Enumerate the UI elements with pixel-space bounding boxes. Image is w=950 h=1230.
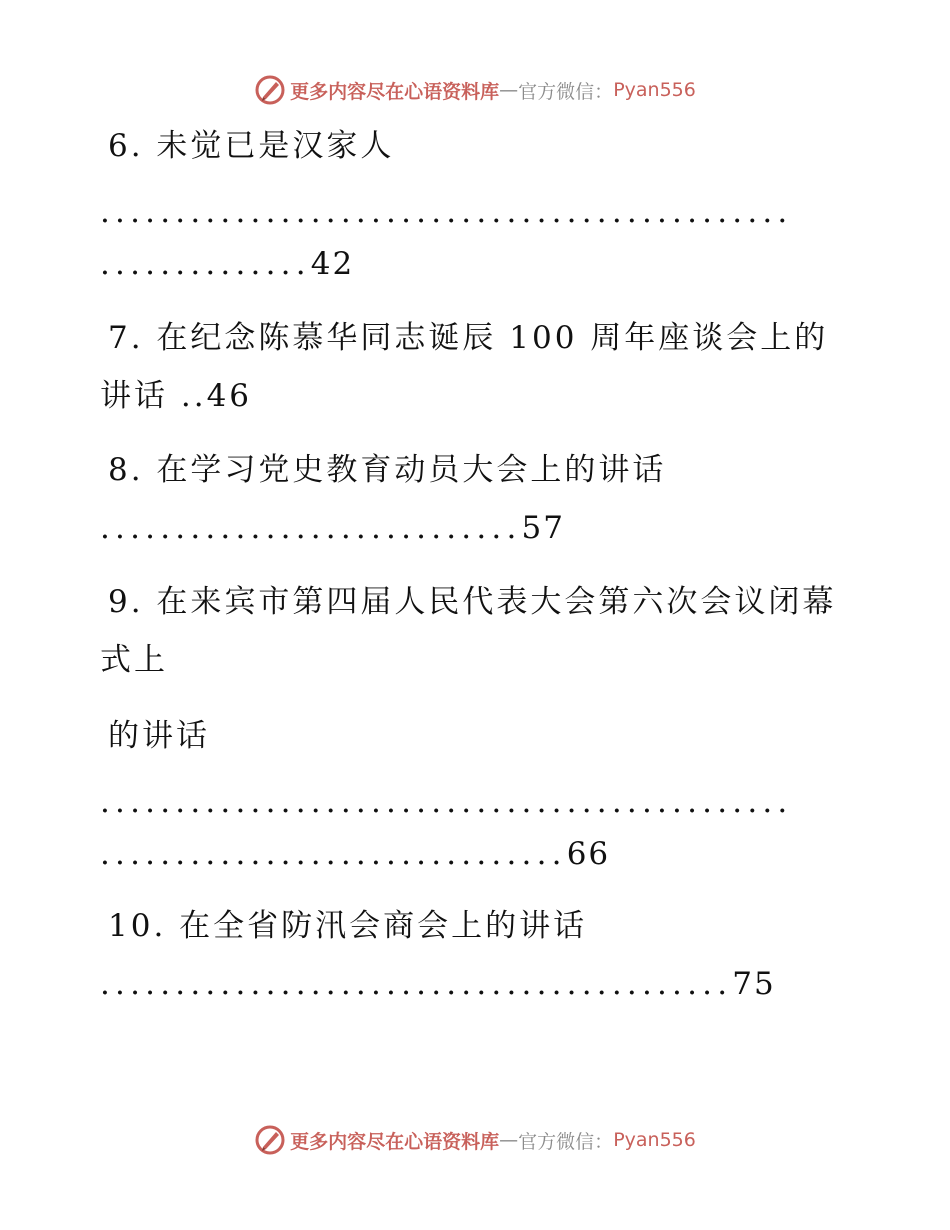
pen-logo-icon: [254, 1124, 286, 1156]
toc-item-10-leader: [100, 964, 776, 1004]
toc-item-6-page: 42: [310, 246, 355, 282]
banner-wechat-label: 官方微信：: [518, 80, 614, 103]
banner-wechat-label: 官方微信：: [518, 1130, 614, 1153]
toc-item-6-dots: ..............: [100, 246, 311, 282]
toc-item-9-leader: ..............................................: [100, 784, 793, 820]
banner-lead-text: 更多内容尽在心语资料库: [290, 80, 500, 103]
toc-item-9-title: 9. 在来宾市第四届人民代表大会第六次会议闭幕: [108, 584, 837, 620]
banner-dash: —: [499, 1129, 519, 1151]
toc-item-9-leader-end: [100, 834, 610, 874]
toc-item-9-page: 66: [566, 836, 611, 872]
toc-item-7-title: 7. 在纪念陈慕华同志诞辰 100 周年座谈会上的: [108, 320, 829, 356]
toc-item-7-page: 46: [206, 378, 253, 414]
toc-item-8-title: 8. 在学习党史教育动员大会上的讲话: [108, 452, 667, 488]
banner-dash: —: [499, 79, 519, 101]
footer-banner: [0, 1120, 950, 1160]
banner-account: Pyan556: [613, 79, 696, 101]
banner-account: Pyan556: [613, 1129, 696, 1151]
toc-item-9-title-line3: 的讲话: [108, 718, 210, 754]
toc-item-9-dots: ...............................: [100, 836, 567, 872]
toc-item-9-title-line2: 式上: [100, 642, 168, 678]
toc-item-7-title-cont: [100, 376, 850, 416]
toc-item-6-leader-end: [100, 244, 354, 284]
toc-item-7-title-line2: 讲话 ..: [100, 378, 207, 414]
toc-item-6-leader: ..............................................: [100, 194, 793, 230]
toc-item-8-page: 57: [521, 510, 565, 546]
toc-item-10-title: 10. 在全省防汛会商会上的讲话: [108, 908, 588, 944]
toc-item-8-leader: [100, 508, 565, 548]
toc-item-10-dots: ..........................................: [100, 966, 733, 1002]
toc-item-6-title: 6. 未觉已是汉家人: [108, 128, 395, 164]
toc-item-10-page: 75: [732, 966, 776, 1002]
header-banner: [0, 70, 950, 110]
banner-lead-text: 更多内容尽在心语资料库: [290, 1130, 500, 1153]
toc-item-8-dots: ............................: [100, 510, 522, 546]
pen-logo-icon: [254, 74, 286, 106]
